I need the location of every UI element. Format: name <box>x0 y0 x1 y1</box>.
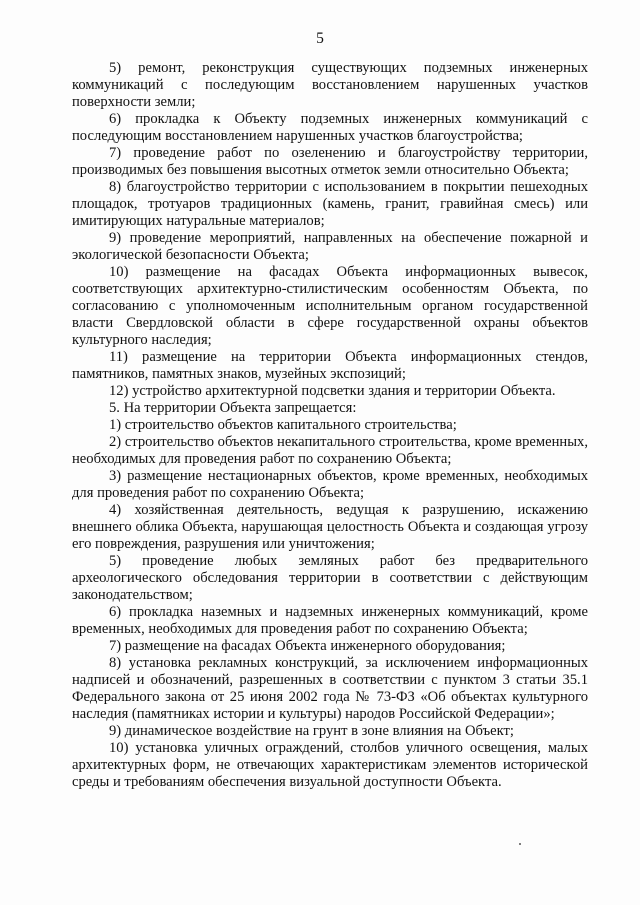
paragraph-prohibited-1: 1) строительство объектов капитального строительства; <box>109 417 457 433</box>
paragraph-prohibited-10: 10) установка уличных ограждений, столбов уличного освещения, малых архитектурных форм, не отвечающих характеристикам элементов исторической среды и требованиям обеспечения визуальной доступности Объекта. <box>72 740 588 790</box>
paragraph-item-10-signage: 10) размещение на фасадах Объекта информационных вывесок, соответствующих архитектурно-стилистическим особенностям Объекта, по согласованию с уполномоченным исполнительным органом государственной власти Свердловской области в сфере государственной охраны объектов культурного наследия; <box>72 264 588 348</box>
paragraph-prohibited-7: 7) размещение на фасадах Объекта инженерного оборудования; <box>109 638 506 654</box>
paragraph-prohibited-9: 9) динамическое воздействие на грунт в зоне влияния на Объект; <box>109 723 514 739</box>
paragraph-prohibited-3: 3) размещение нестационарных объектов, кроме временных, необходимых для проведения работ по сохранению Объекта; <box>72 468 588 501</box>
paragraph-item-6-underground-utilities: 6) прокладка к Объекту подземных инженерных коммуникаций с последующим восстановлением нарушенных участков благоустройства; <box>72 111 588 144</box>
paragraph-prohibited-8: 8) установка рекламных конструкций, за исключением информационных надписей и обозначений, разрешенных в соответствии с пунктом 3 статьи 35.1 Федерального закона от 25 июня 2002 года № 73-ФЗ «Об объектах культурного наследия (памятниках истории и культуры) народов Российской Федерации»; <box>72 655 588 722</box>
document-body <box>72 60 588 791</box>
page-number: 5 <box>316 30 324 47</box>
paragraph-item-7-landscaping: 7) проведение работ по озеленению и благоустройству территории, производимых без повышения высотных отметок земли относительно Объекта; <box>72 145 588 178</box>
paragraph-prohibited-6: 6) прокладка наземных и надземных инженерных коммуникаций, кроме временных, необходимых для проведения работ по сохранению Объекта; <box>72 604 588 637</box>
paragraph-item-11-stands: 11) размещение на территории Объекта информационных стендов, памятников, памятных знаков, музейных экспозиций; <box>72 349 588 382</box>
section-heading-prohibited: 5. На территории Объекта запрещается: <box>109 400 357 416</box>
paragraph-item-12-lighting: 12) устройство архитектурной подсветки здания и территории Объекта. <box>109 383 556 399</box>
paragraph-prohibited-5: 5) проведение любых земляных работ без предварительного археологического обследования территории в соответствии с действующим законодательством; <box>72 553 588 603</box>
scan-speck <box>519 843 521 845</box>
paragraph-prohibited-2: 2) строительство объектов некапитального строительства, кроме временных, необходимых для проведения работ по сохранению Объекта; <box>72 434 588 467</box>
paragraph-prohibited-4: 4) хозяйственная деятельность, ведущая к разрушению, искажению внешнего облика Объекта, нарушающая целостность Объекта и создающая угрозу его повреждения, разрушения или уничтожения; <box>72 502 588 552</box>
paragraph-item-8-paving: 8) благоустройство территории с использованием в покрытии пешеходных площадок, тротуаров традиционных (камень, гранит, гравийная смесь) или имитирующих натуральные материалов; <box>72 179 588 229</box>
paragraph-item-9-safety: 9) проведение мероприятий, направленных на обеспечение пожарной и экологической безопасности Объекта; <box>72 230 588 263</box>
paragraph-item-5-repair: 5) ремонт, реконструкция существующих подземных инженерных коммуникаций с последующим восстановлением нарушенных участков поверхности земли; <box>72 60 588 110</box>
